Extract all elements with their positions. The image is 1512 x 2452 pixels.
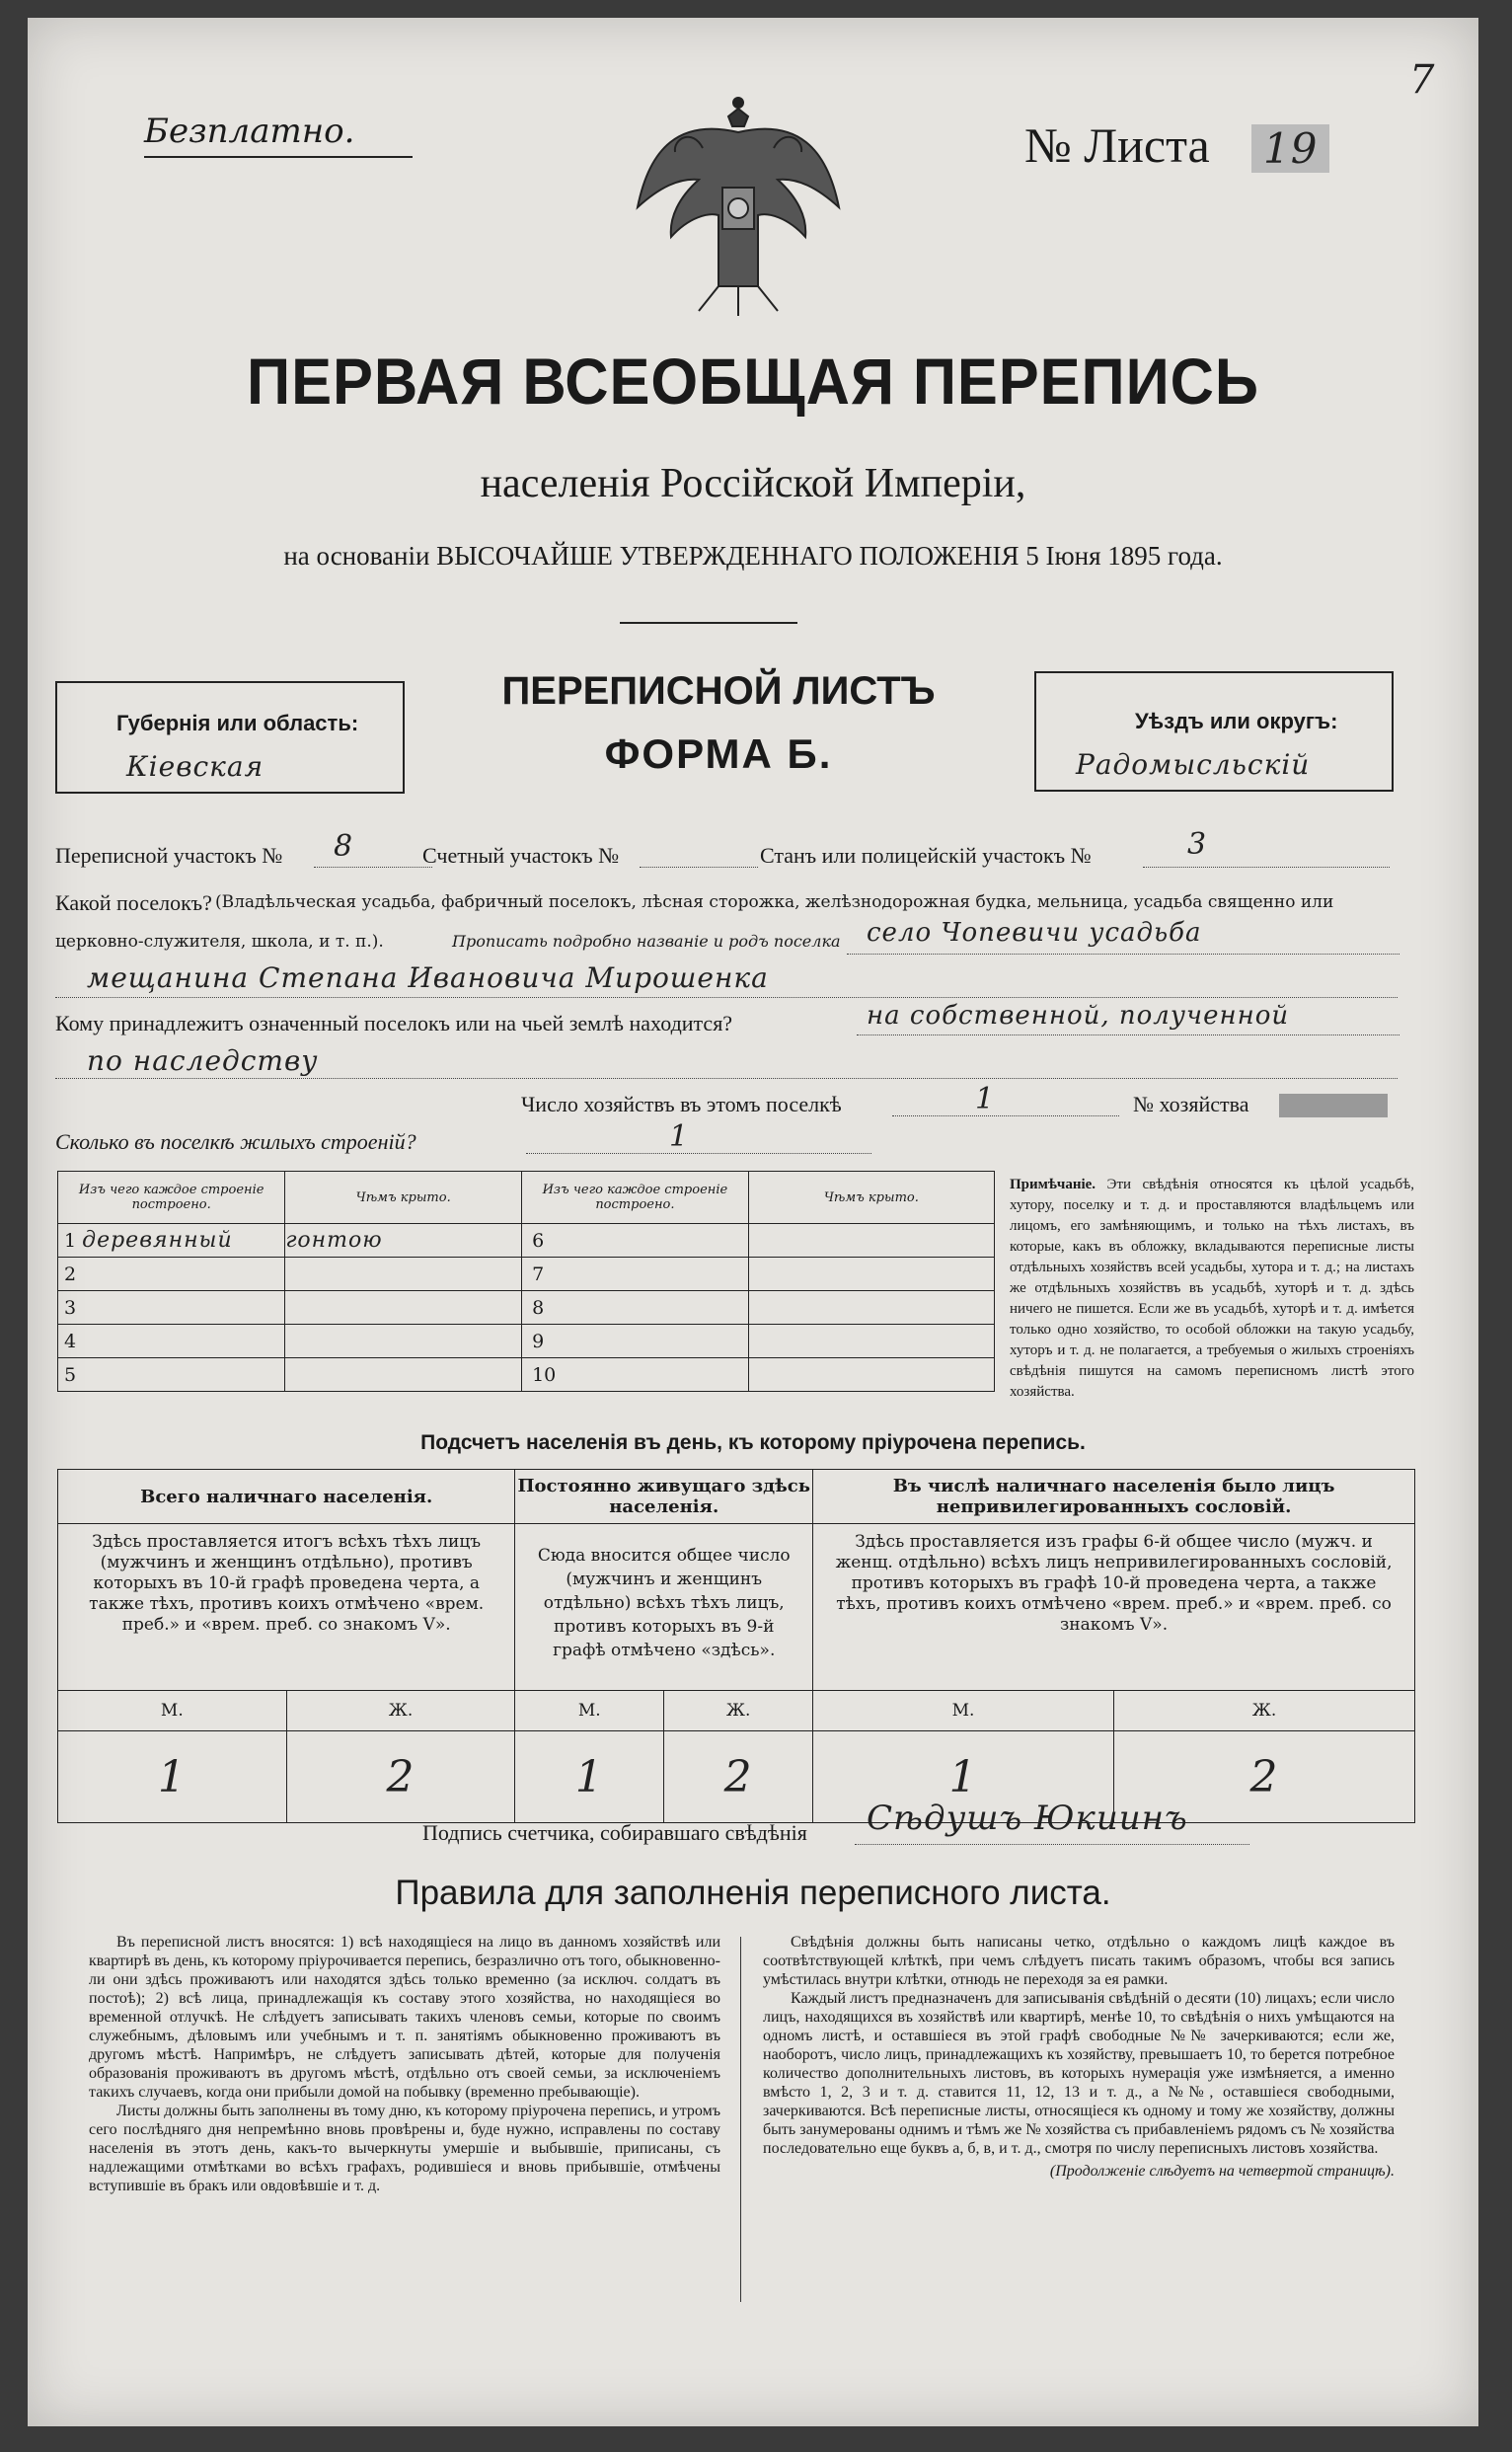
- rules-divider: [740, 1937, 741, 2302]
- free-underline: [144, 156, 413, 158]
- bld-material-9[interactable]: [522, 1325, 749, 1358]
- settlement-hint2: церковно-служителя, школа, и т. п.).: [55, 932, 384, 952]
- owner-line-2: [55, 1078, 1398, 1079]
- signature-line: [855, 1844, 1249, 1845]
- pop-c2-m-label: М.: [515, 1691, 664, 1731]
- bld-material-value-1: деревянный: [82, 1228, 233, 1253]
- settlement-line-1: [847, 954, 1399, 955]
- rules-title: Правила для заполненія переписного листа.: [395, 1874, 1111, 1912]
- household-no-redacted: [1279, 1094, 1388, 1117]
- pop-c3-m[interactable]: 1: [813, 1731, 1114, 1823]
- households-line: [892, 1115, 1119, 1116]
- signature-label: Подпись счетчика, собиравшаго свѣдѣнія: [422, 1820, 807, 1845]
- table-row: [58, 1291, 995, 1325]
- pop-c3-f-label: Ж.: [1114, 1691, 1415, 1731]
- settlement-value-2[interactable]: мещанина Степана Ивановича Мирошенка: [87, 961, 769, 994]
- row-number: 5: [64, 1363, 77, 1386]
- divider: [620, 622, 797, 624]
- bld-roof-2[interactable]: [285, 1258, 522, 1291]
- bld-material-7[interactable]: [522, 1258, 749, 1291]
- double-headed-eagle-icon: [620, 89, 857, 326]
- households-value[interactable]: 1: [975, 1082, 996, 1116]
- bld-col-material-r: Изъ чего каждое строеніе построено.: [522, 1172, 749, 1224]
- buildings-label: Сколько въ поселкѣ жилыхъ строеній?: [55, 1129, 416, 1154]
- bld-roof-5[interactable]: [285, 1358, 522, 1392]
- bld-material-6[interactable]: [522, 1224, 749, 1258]
- uezd-label: Уѣздъ или округъ:: [1135, 709, 1338, 733]
- bld-col-material-l: Изъ чего каждое строеніе построено.: [58, 1172, 285, 1224]
- count-plot-label: Счетный участокъ №: [422, 843, 620, 868]
- rules-continued: (Продолженіе слѣдуетъ на четвертой страницѣ).: [1049, 2163, 1395, 2180]
- gubernia-box: [55, 681, 405, 794]
- census-sheet: [28, 18, 1478, 2426]
- note-title: Примѣчаніе.: [1010, 1177, 1096, 1192]
- pop-col2-desc: Сюда вносится общее число (мужчинъ и женщинъ отдѣльно) всѣхъ тѣхъ лицъ, противъ которыхъ въ 9-й графѣ отмѣчено «здѣсь».: [515, 1524, 813, 1691]
- gubernia-label: Губернія или область:: [116, 711, 359, 735]
- pop-col1-desc: Здѣсь проставляется итогъ всѣхъ тѣхъ лицъ (мужчинъ и женщинъ отдѣльно), противъ которыхъ въ 10-й графѣ проведена черта, а также тѣхъ, противъ коихъ отмѣчено «врем. преб.» и «врем. преб. со знакомъ V».: [58, 1524, 515, 1691]
- bld-material-5[interactable]: [58, 1358, 285, 1392]
- bld-material-8[interactable]: [522, 1291, 749, 1325]
- row-number: 7: [532, 1263, 545, 1285]
- households-label: Число хозяйствъ въ этомъ поселкѣ: [521, 1092, 842, 1116]
- settlement-hint: (Владѣльческая усадьба, фабричный поселокъ, лѣсная сторожка, желѣзнодорожная будка, мельница, усадьба священно или: [215, 892, 1334, 912]
- settlement-value-1[interactable]: село Чопевичи усадьба: [867, 918, 1202, 948]
- table-row: [58, 1224, 995, 1258]
- signature-value[interactable]: Сѣдушъ Юкиинъ: [867, 1799, 1188, 1838]
- pop-c2-f-label: Ж.: [664, 1691, 813, 1731]
- settlement-instruction: Прописать подробно названіе и родъ поселка: [452, 932, 841, 951]
- buildings-value[interactable]: 1: [669, 1119, 690, 1154]
- table-row: [58, 1358, 995, 1392]
- rules-right-p1: Свѣдѣнія должны быть написаны четко, отдѣльно о каждомъ лицѣ каждое въ соотвѣтствующей клѣткѣ, при чемъ слѣдуетъ писать такимъ образомъ, чтобы вся запись умѣстилась внутри клѣтки, отнюдь не переходя за ея рамки.: [763, 1934, 1395, 1988]
- pop-col3-desc: Здѣсь проставляется изъ графы 6-й общее число (мужч. и женщ. отдѣльно) всѣхъ лицъ непривилегированныхъ сословій, противъ которыхъ въ графѣ 10-й проведена черта, а также тѣхъ, противъ коихъ отмѣчено «врем. преб.» и «врем. преб. со знакомъ V».: [813, 1524, 1415, 1691]
- pop-c2-m[interactable]: 1: [515, 1731, 664, 1823]
- buildings-table: [57, 1171, 995, 1392]
- row-number: 3: [64, 1296, 77, 1319]
- main-title: ПЕРВАЯ ВСЕОБЩАЯ ПЕРЕПИСЬ: [247, 345, 1259, 418]
- pop-c3-m-label: М.: [813, 1691, 1114, 1731]
- bld-col-roof-l: Чѣмъ крыто.: [285, 1172, 522, 1224]
- sheet-number-value: 19: [1251, 124, 1329, 173]
- row-number: 9: [532, 1330, 545, 1352]
- note: [1010, 1175, 1414, 1403]
- gubernia-value[interactable]: Кiевская: [126, 750, 265, 783]
- pop-col3-title: Въ числѣ наличнаго населенія было лицъ непривилегированныхъ сословій.: [813, 1470, 1415, 1524]
- bld-material-1[interactable]: [58, 1224, 285, 1258]
- buildings-line: [526, 1153, 871, 1154]
- rules-left-p2: Листы должны быть заполнены въ тому дню, къ которому пріурочена перепись, и утромъ сего послѣдняго дня непремѣнно вновь провѣрены и, буде нужно, исправлены по составу населенія въ этотъ день, какъ-то вычеркнуты умершіе и выбывшіе, приписаны, съ надлежащими отмѣтками во всѣхъ графахъ, родившіеся и вновь прибывшіе, отмѣчены вступившіе въ бракъ или овдовѣвшіе и т. д.: [89, 2103, 720, 2194]
- bld-roof-8[interactable]: [748, 1291, 994, 1325]
- bld-col-roof-r: Чѣмъ крыто.: [748, 1172, 994, 1224]
- pop-c3-f[interactable]: 2: [1114, 1731, 1415, 1823]
- bld-roof-9[interactable]: [748, 1325, 994, 1358]
- legal-basis: на основаніи ВЫСОЧАЙШЕ УТВЕРЖДЕННАГО ПОЛОЖЕНІЯ 5 Іюня 1895 года.: [283, 541, 1223, 571]
- bld-roof-1[interactable]: гонтою: [285, 1224, 522, 1258]
- row-number: 2: [64, 1263, 77, 1285]
- pop-c1-f[interactable]: 2: [286, 1731, 515, 1823]
- form-b-label: ФОРМА Б.: [604, 730, 833, 777]
- form-title: ПЕРЕПИСНОЙ ЛИСТЪ: [501, 669, 936, 713]
- bld-roof-10[interactable]: [748, 1358, 994, 1392]
- sheet-number-label: № Листа: [1024, 117, 1210, 173]
- corner-mark: 7: [1409, 57, 1436, 103]
- population-heading: Подсчетъ населенія въ день, къ которому пріурочена перепись.: [420, 1431, 1086, 1454]
- census-plot-line: [314, 867, 432, 868]
- free-of-charge-label: Безплатно.: [144, 112, 355, 151]
- table-row: [58, 1325, 995, 1358]
- stan-value[interactable]: 3: [1187, 827, 1208, 862]
- pop-c2-f[interactable]: 2: [664, 1731, 813, 1823]
- subtitle: населенія Россійской Имперіи,: [480, 461, 1026, 506]
- owner-value-1[interactable]: на собственной, полученной: [867, 1001, 1290, 1031]
- settlement-question: Какой поселокъ?: [55, 890, 212, 915]
- population-table: [57, 1469, 1415, 1823]
- census-plot-value[interactable]: 8: [334, 829, 354, 864]
- rules-right-column: [763, 1933, 1395, 2181]
- table-row: [58, 1258, 995, 1291]
- rules-right-p2: Каждый листъ предназначенъ для записыванія свѣдѣній о десяти (10) лицахъ; если число лицъ, находящихся въ хозяйствѣ или квартирѣ, менѣе 10, то свѣдѣнія о нихъ умѣщаются на одномъ листѣ, и оставшіеся въ этой графѣ свободные №№ зачеркиваются; если же, наоборотъ, число лицъ, принадлежащихъ къ хозяйству, превышаетъ 10, то берется потребное количество дополнительныхъ листовъ, въ которыхъ нумерація уже измѣняется, а именно вмѣсто 1, 2, 3 и т. д. ставится 11, 12, 13 и т. д., а №№, оставшіеся свободными, зачеркиваются. Всѣ переписные листы, относящіеся къ одному и тому же хозяйству, должны быть занумерованы однимъ и тѣмъ же № хозяйства съ прибавленіемъ рядомъ съ № хозяйства последовательно еще буквъ а, б, в, и т. д., смотря по числу переписныхъ листовъ хозяйства.: [763, 1990, 1395, 2157]
- bld-material-4[interactable]: [58, 1325, 285, 1358]
- row-number: 6: [532, 1229, 545, 1252]
- row-number: 10: [532, 1363, 557, 1386]
- pop-c1-m[interactable]: 1: [58, 1731, 287, 1823]
- row-number: 8: [532, 1296, 545, 1319]
- stan-label: Станъ или полицейскій участокъ №: [760, 843, 1092, 868]
- owner-line-1: [857, 1034, 1399, 1035]
- uezd-box: [1034, 671, 1394, 792]
- bld-roof-4[interactable]: [285, 1325, 522, 1358]
- pop-col2-title: Постоянно живущаго здѣсь населенія.: [515, 1470, 813, 1524]
- owner-value-2[interactable]: по наследству: [87, 1044, 319, 1077]
- bld-material-3[interactable]: [58, 1291, 285, 1325]
- stan-line: [1143, 867, 1390, 868]
- row-number: 1: [64, 1230, 77, 1252]
- bld-roof-3[interactable]: [285, 1291, 522, 1325]
- household-no-label: № хозяйства: [1133, 1092, 1249, 1116]
- bld-roof-6[interactable]: [748, 1224, 994, 1258]
- note-text: Эти свѣдѣнія относятся къ цѣлой усадьбѣ, хутору, поселку и т. д. и проставляются владѣльцемъ или лицомъ, его замѣняющимъ, и только на тѣхъ листахъ, въ которые, какъ въ обложку, вкладываются переписные листы отдѣльныхъ хозяйствъ всей усадьбы, хутора и т. д.; на листахъ же отдѣльныхъ хозяйствъ въ усадьбѣ, хуторѣ и т. д. здѣсь ничего не пишется. Если же въ усадьбѣ, хуторѣ и т. д. имѣется только одно хозяйство, то особой обложки на такую усадьбу, хуторъ и т. д. не полагается, а требуемыя о жилыхъ строеніяхъ свѣдѣнія пишутся на самомъ переписномъ листѣ этого хозяйства.: [1010, 1177, 1415, 1400]
- rules-left-p1: Въ переписной листъ вносятся: 1) всѣ находящіеся на лицо въ данномъ хозяйствѣ или квартирѣ въ день, къ которому пріурочивается перепись, безразлично отъ того, обыкновенно-ли они здѣсь проживаютъ или находятся здѣсь только временно (за исключ. солдатъ въ постоѣ); 2) всѣ лица, принадлежащія къ составу этого хозяйства, но находящіеся во временной отлучкѣ. Не слѣдуетъ записывать такихъ членовъ семьи, которые по своимъ служебнымъ, дѣловымъ или учебнымъ и т. п. занятіямъ обыкновенно проживаютъ въ другомъ мѣстѣ. Напримѣръ, не слѣдуетъ записывать дѣтей, которые для полученія образованія проживаютъ въ другомъ мѣстѣ, отдѣльно отъ своей семьи, за исключеніемъ такихъ случаевъ, когда они прибыли домой на побывку (временно пребывающіе).: [89, 1934, 720, 2101]
- pop-c1-m-label: М.: [58, 1691, 287, 1731]
- owner-question: Кому принадлежитъ означенный поселокъ или на чьей землѣ находится?: [55, 1011, 733, 1035]
- bld-material-2[interactable]: [58, 1258, 285, 1291]
- rules-left-column: [89, 1933, 720, 2195]
- count-plot-line: [640, 867, 758, 868]
- pop-c1-f-label: Ж.: [286, 1691, 515, 1731]
- row-number: 4: [64, 1330, 77, 1352]
- uezd-value[interactable]: Радомысльскiй: [1076, 748, 1311, 781]
- settlement-line-2: [55, 997, 1398, 998]
- bld-material-10[interactable]: [522, 1358, 749, 1392]
- bld-roof-7[interactable]: [748, 1258, 994, 1291]
- census-plot-label: Переписной участокъ №: [55, 843, 283, 868]
- pop-col1-title: Всего наличнаго населенія.: [58, 1470, 515, 1524]
